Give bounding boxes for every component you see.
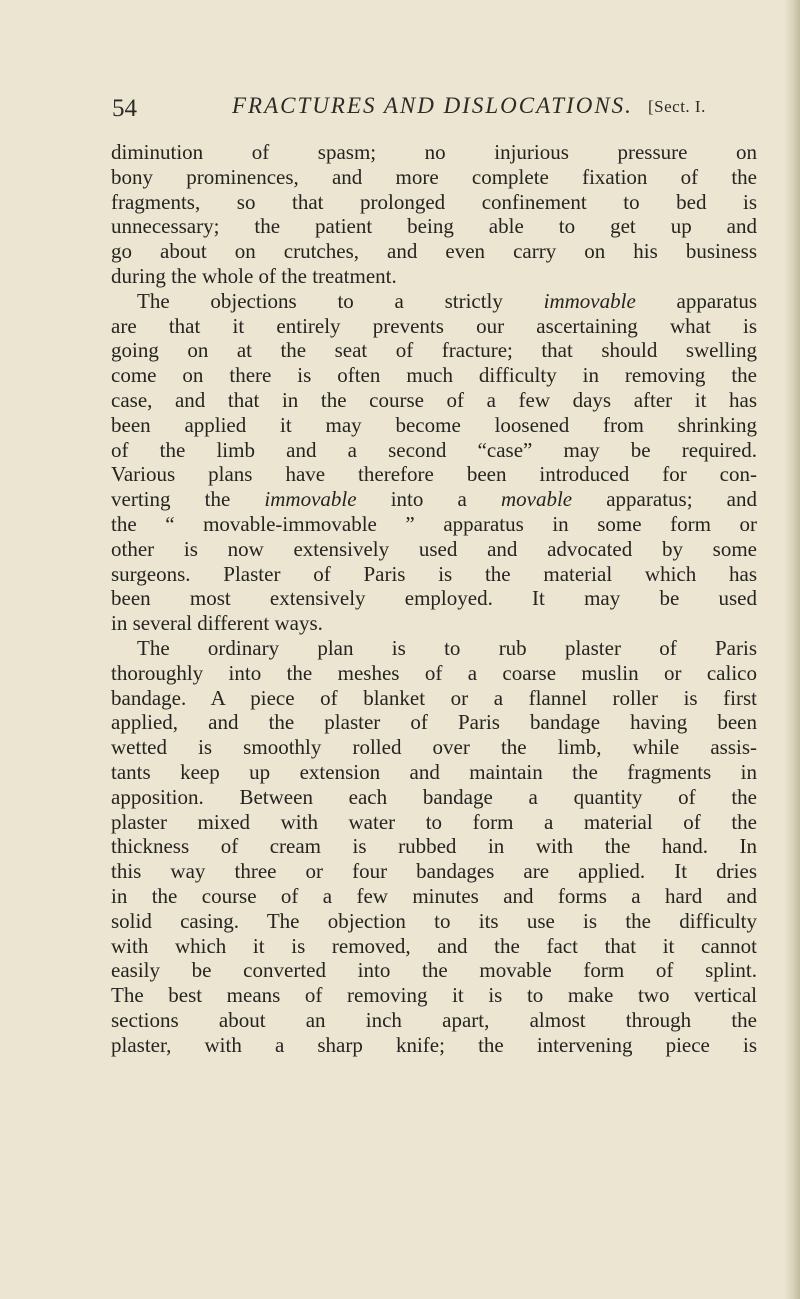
paragraph [111, 636, 757, 1058]
text-line: going on at the seat of fracture; that should swelling [111, 338, 757, 363]
text-line: the “ movable-immovable ” apparatus in some form or [111, 511, 757, 536]
text-line: Various plans have therefore been introduced for con- [111, 462, 757, 487]
text-line: bony prominences, and more complete fixation of the [111, 164, 757, 189]
text-line: The best means of removing it is to make two vertical [111, 983, 757, 1008]
text-line: bandage. A piece of blanket or a flannel roller is first [111, 685, 757, 710]
text-line: fragments, so that prolonged confinement to bed is [111, 189, 757, 214]
text-line: verting the immovable into a movable apparatus; and [111, 487, 757, 512]
text-line: unnecessary; the patient being able to get up and [111, 214, 757, 239]
text-line: sections about an inch apart, almost through the [111, 1007, 757, 1032]
text-line: easily be converted into the movable form of splint. [111, 958, 757, 983]
text-line: diminution of spasm; no injurious pressure on [111, 140, 757, 164]
text-line: other is now extensively used and advocated by some [111, 536, 757, 561]
page-edge-shadow [784, 0, 800, 1299]
text-line: case, and that in the course of a few days after it has [111, 387, 757, 412]
running-header [112, 93, 752, 129]
text-line: The ordinary plan is to rub plaster of Paris [137, 635, 757, 660]
text-line: of the limb and a second “case” may be required. [111, 437, 757, 462]
text-line: go about on crutches, and even carry on his business [111, 239, 757, 264]
text-line: wetted is smoothly rolled over the limb, while assis- [111, 735, 757, 760]
page-body [111, 140, 757, 1057]
paragraph [111, 140, 757, 289]
text-line: in the course of a few minutes and forms a hard and [111, 883, 757, 908]
text-line: been applied it may become loosened from shrinking [111, 412, 757, 437]
section-marker: [Sect. I. [648, 97, 706, 116]
text-line: during the whole of the treatment. [111, 263, 397, 288]
text-line: plaster, with a sharp knife; the intervening piece is [111, 1032, 757, 1057]
text-line: this way three or four bandages are applied. It dries [111, 859, 757, 884]
text-line: thickness of cream is rubbed in with the hand. In [111, 834, 757, 859]
text-line: thoroughly into the meshes of a coarse muslin or calico [111, 660, 757, 685]
text-line: plaster mixed with water to form a material of the [111, 809, 757, 834]
text-line: solid casing. The objection to its use is the difficulty [111, 908, 757, 933]
text-line: apposition. Between each bandage a quantity of the [111, 784, 757, 809]
paragraph [111, 289, 757, 636]
text-line: come on there is often much difficulty in removing the [111, 363, 757, 388]
text-line: in several different ways. [111, 611, 323, 636]
text-line: been most extensively employed. It may be used [111, 586, 757, 611]
text-line: applied, and the plaster of Paris bandage having been [111, 710, 757, 735]
page-number: 54 [112, 95, 137, 122]
running-title: FRACTURES AND DISLOCATIONS. [232, 93, 633, 118]
text-line: The objections to a strictly immovable apparatus [137, 288, 757, 313]
text-line: with which it is removed, and the fact that it cannot [111, 933, 757, 958]
text-line: tants keep up extension and maintain the fragments in [111, 759, 757, 784]
text-line: are that it entirely prevents our ascertaining what is [111, 313, 757, 338]
text-line: surgeons. Plaster of Paris is the material which has [111, 561, 757, 586]
